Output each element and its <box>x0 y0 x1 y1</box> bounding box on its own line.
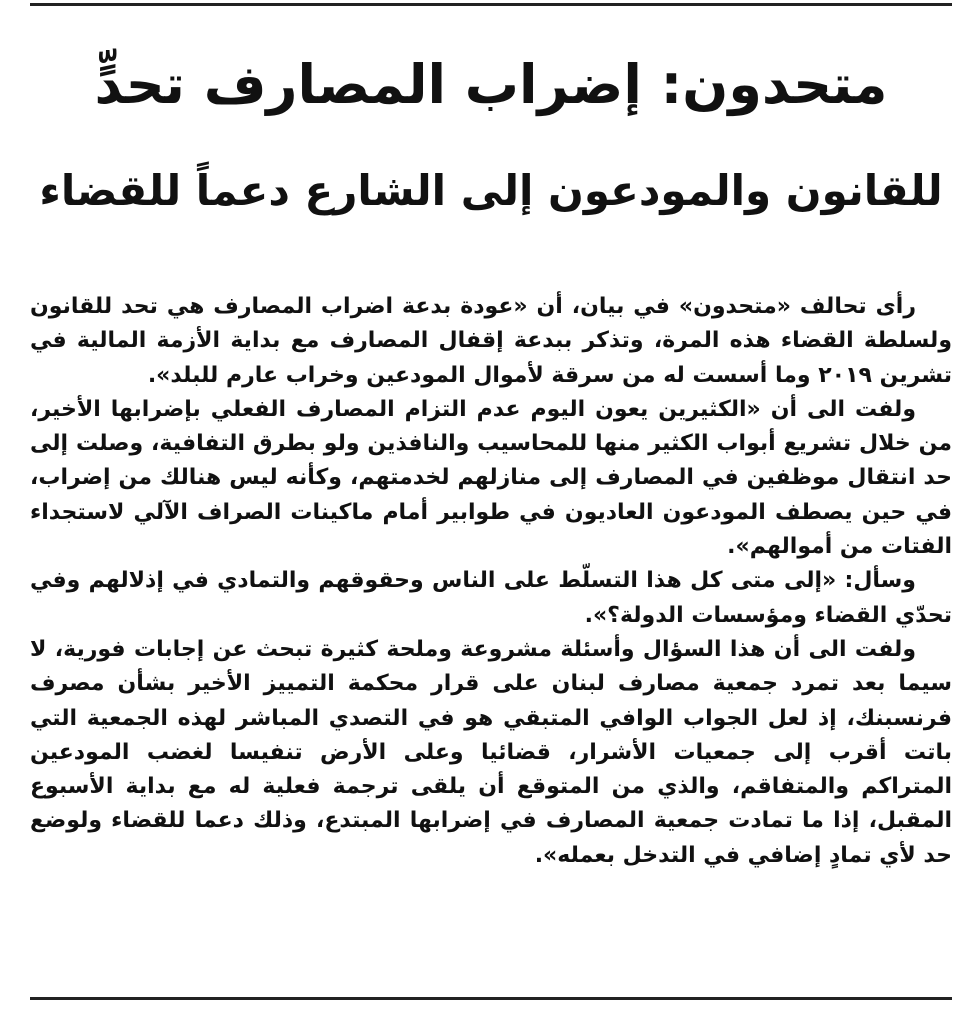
headline <box>30 32 952 244</box>
headline-line-1: متحدون: إضراب المصارف تحدٍّ <box>94 53 888 116</box>
top-rule <box>30 3 952 6</box>
paragraph-3: وسأل: «إلى متى كل هذا التسلّط على الناس وحقوقهم والتمادي في إذلالهم وفي تحدّي القضاء ومؤسسات الدولة؟». <box>30 568 952 628</box>
bottom-rule <box>30 997 952 1000</box>
headline-line-2: للقانون والمودعون إلى الشارع دعماً للقضاء <box>39 166 943 215</box>
article-body <box>30 290 952 873</box>
paragraph-1: رأى تحالف «متحدون» في بيان، أن «عودة بدعة اضراب المصارف هي تحد للقانون ولسلطة القضاء هذه المرة، وتذكر ببدعة إقفال المصارف مع بداية الأزمة المالية في تشرين ٢٠١٩ وما أسست له من سرقة لأموال المودعين وخراب عارم للبلد». <box>30 294 952 388</box>
paragraph-2: ولفت الى أن «الكثيرين يعون اليوم عدم التزام المصارف الفعلي بإضرابها الأخير، من خلال تشريع أبواب الكثير منها للمحاسيب والنافذين ولو بطرق التفافية، وصلت إلى حد انتقال موظفين في المصارف إلى منازلهم لخدمتهم، وكأنه ليس هنالك من إضراب، في حين يصطف المودعون العاديون في طوابير أمام ماكينات الصراف الآلي لاستجداء الفتات من أموالهم». <box>30 396 952 560</box>
paragraph-4: ولفت الى أن هذا السؤال وأسئلة مشروعة وملحة كثيرة تبحث عن إجابات فورية، لا سيما بعد تمرد جمعية مصارف لبنان على قرار محكمة التمييز الأخير بشأن مصرف فرنسبنك، إذ لعل الجواب الوافي المتبقي هو في التصدي المباشر لهذه الجمعية التي باتت أقرب إلى جمعيات الأشرار، قضائيا وعلى الأرض تنفيسا لغضب المودعين المتراكم والمتفاقم، والذي من المتوقع أن يلقى ترجمة فعلية له مع بداية الأسبوع المقبل، إذا ما تمادت جمعية المصارف في إضرابها المبتدع، وذلك دعما للقضاء ولوضع حد لأي تمادٍ إضافي في التدخل بعمله». <box>30 636 952 868</box>
article <box>30 32 952 873</box>
